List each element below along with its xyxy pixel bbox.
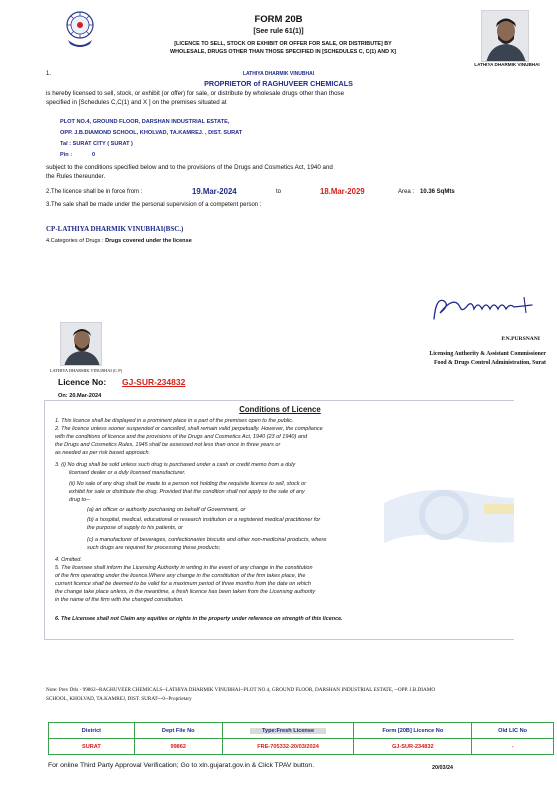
authority-name: P.N.PURSNANI: [501, 336, 540, 342]
header-district: District: [49, 723, 135, 739]
condition-2: as needed as per risk based approach.: [55, 450, 151, 456]
form-title: FORM 20B: [254, 14, 303, 25]
validity-to-label: to: [276, 189, 282, 195]
competent-person: CP-LATHIYA DHARMIK VINUBHAI(BSC.): [46, 225, 184, 233]
condition-3: such drugs are required for processing these products;: [87, 545, 221, 551]
condition-2: the Drugs and Cosmetics Rules, 1945 shall be assessed not less than once in three years or: [55, 442, 281, 448]
conditions-box: [44, 400, 514, 640]
licence-description-line: [LICENCE TO SELL, STOCK OR EXHIBIT OR OFFER FOR SALE, OR DISTRIBUTE] BY: [174, 41, 392, 47]
address-line: OPP. J.B.DIAMOND SCHOOL, KHOLVAD, TA.KAMREJ. , DIST. SURAT: [60, 130, 243, 136]
pin-value: 0: [92, 152, 96, 158]
licence-description: [148, 40, 418, 56]
validity-label: 2.The licence shall be in force from :: [46, 189, 143, 195]
firm-title: PROPRIETOR of RAGHUVEER CHEMICALS: [204, 79, 353, 88]
condition-1: 1. This licence shall be displayed in a prominent place in a part of the premises open to the public.: [55, 418, 294, 424]
address-line: PLOT NO.4, GROUND FLOOR, DARSHAN INDUSTRIAL ESTATE,: [60, 119, 230, 125]
categories-label: 4.Categories of Drugs :: [46, 238, 104, 244]
authority-title: [320, 350, 546, 368]
competent-photo-caption: LATHIYA DHARMIK VINUBHAI (C.P): [50, 368, 123, 373]
footer-date: 20/03/24: [432, 765, 453, 771]
condition-3: (ii) No sale of any drug shall be made to a person not holding the requisite licence to sell, stock or: [69, 481, 306, 487]
cell-type: FRE-705332-20/03/2024: [222, 739, 354, 755]
condition-5: the change take place unless, in the meantime, a fresh licence has been taken from the Licensing authority: [55, 589, 316, 595]
proprietor-photo: [481, 10, 529, 62]
conditions-title: Conditions of Licence: [239, 405, 321, 414]
condition-3: drug to--: [69, 497, 90, 503]
subject-line: subject to the conditions specified below and to the provisions of the Drugs and Cosmetics Act, 1940 and: [46, 164, 333, 171]
condition-3: (a) an officer or authority purchasing on behalf of Government, or: [87, 507, 246, 513]
condition-5: current licence shall be deemed to be valid for a maximum period of three months from the date on which: [55, 581, 311, 587]
condition-3: (c) a manufacturer of beverages, confectionaries biscuits and other non-medicinal products, where: [87, 537, 327, 543]
condition-5: of the firm operating under the licence.Where any change in the constitution of the firm takes place, the: [55, 573, 306, 579]
licensed-statement: [46, 89, 526, 108]
licence-no-label: Licence No:: [58, 377, 107, 387]
condition-3: 3. (i) No drug shall be sold unless such drug is purchased under a cash or credit memo from a duly: [55, 462, 296, 468]
condition-4: 4. Omitted.: [55, 557, 82, 563]
licensed-line: specified in [Schedules C,C(1) and X ] on the premises situated at: [46, 99, 227, 107]
cell-district: SURAT: [49, 739, 135, 755]
cell-licence-no: GJ-SUR-234832: [354, 739, 472, 755]
firm-owner: LATHIYA DHARMIK VINUBHAI: [242, 71, 315, 77]
licence-number: GJ-SUR-234832: [122, 377, 186, 387]
categories-value: Drugs covered under the license: [105, 238, 192, 244]
condition-5: 5. The licensee shall inform the Licensing Authority in writing in the event of any change in the constitution: [55, 565, 313, 571]
competent-person-photo: [60, 322, 102, 366]
pin-label: Pin :: [60, 152, 73, 158]
subject-line: the Rules thereunder.: [46, 173, 106, 181]
item-number: 1.: [46, 71, 52, 77]
licensed-line: is hereby licensed to sell, stock, or exhibit (or offer) for sale, or distribute by wholesale drugs other than those: [46, 90, 345, 97]
issue-date: [58, 393, 101, 399]
licence-description-line: WHOLESALE, DRUGS OTHER THAN THOSE SPECIFIED IN [SCHEDULES C, C(1) AND X]: [170, 49, 396, 55]
issue-date-label: On:: [58, 393, 68, 399]
area-value: 10.36 SqMts: [420, 189, 455, 195]
authority-title-line: Licensing Authority & Assistant Commissioner: [429, 351, 546, 357]
condition-3: (b) a hospital, medical, educational or research institution or a registered medical practitioner for: [87, 517, 321, 523]
supervision-statement: 3.The sale shall be made under the personal supervision of a competent person :: [46, 202, 262, 208]
area-label: Area :: [398, 189, 415, 195]
authority-signature: [428, 291, 538, 325]
proprietor-photo-caption: LATHIYA DHARMIK VINUBHAI: [474, 62, 540, 67]
previous-details-note: [46, 686, 556, 704]
licence-summary-table: [48, 722, 554, 755]
table-row: [49, 739, 554, 755]
valid-to-date: 18.Mar-2029: [320, 187, 365, 196]
header-type: [222, 723, 354, 739]
condition-3: exhibit for sale or distribute the drug. Provided that the condition shall not apply to the sale of any: [69, 489, 305, 495]
condition-2: with the conditions of licence and the provisions of the Drugs and Cosmetics Act, 1940 (23 of 1940) and: [55, 434, 308, 440]
header-old-lic-no: Old LIC No: [472, 723, 554, 739]
cell-dept-file-no: 99862: [134, 739, 222, 755]
rule-reference: [See rule 61(1)]: [253, 28, 304, 35]
header-licence-no: Form [20B] Licence No: [354, 723, 472, 739]
header-dept-file-no: Dept File No: [134, 723, 222, 739]
note-line: Note: Prev Dtls - 99862--RAGHUVEER CHEMICALS--LATHIYA DHARMIK VINUBHAI--PLOT NO.4, GROUND FLOOR, DARSHAN INDUSTRIAL ESTATE, --OPP. J.B.DIAMO: [46, 687, 436, 693]
table-header-row: [49, 723, 554, 739]
condition-5: in the name of the firm with the changed constitution.: [55, 597, 184, 603]
subject-statement: [46, 163, 526, 182]
valid-from-date: 19.Mar-2024: [192, 187, 237, 196]
condition-6: 6. The Licensee shall not Claim any equities or rights in the property under reference on strength of this licence.: [55, 616, 343, 622]
verification-instructions: For online Third Party Approval Verification; Go to xln.gujarat.gov.in & Click TPAV button.: [48, 762, 315, 769]
condition-3: the purpose of supply to his patients, or: [87, 525, 184, 531]
issue-date-value: 20.Mar-2024: [69, 393, 102, 399]
cell-old-lic-no: -: [472, 739, 554, 755]
condition-2: 2. The licence unless sooner suspended or cancelled, shall remain valid perpetually. However, the compliance: [55, 426, 323, 432]
header-type-label: Type:Fresh License: [250, 728, 326, 734]
taluka: Tal : SURAT CITY ( SURAT ): [60, 141, 133, 147]
drug-categories: [46, 238, 192, 244]
note-line: SCHOOL, KHOLVAD, TA.KAMREJ, DIST. SURAT---0--Proprietary: [46, 695, 192, 702]
condition-3: licensed dealer or a duly licensed manufacturer.: [69, 470, 186, 476]
authority-title-line: Food & Drugs Control Administration, Surat: [434, 360, 546, 366]
